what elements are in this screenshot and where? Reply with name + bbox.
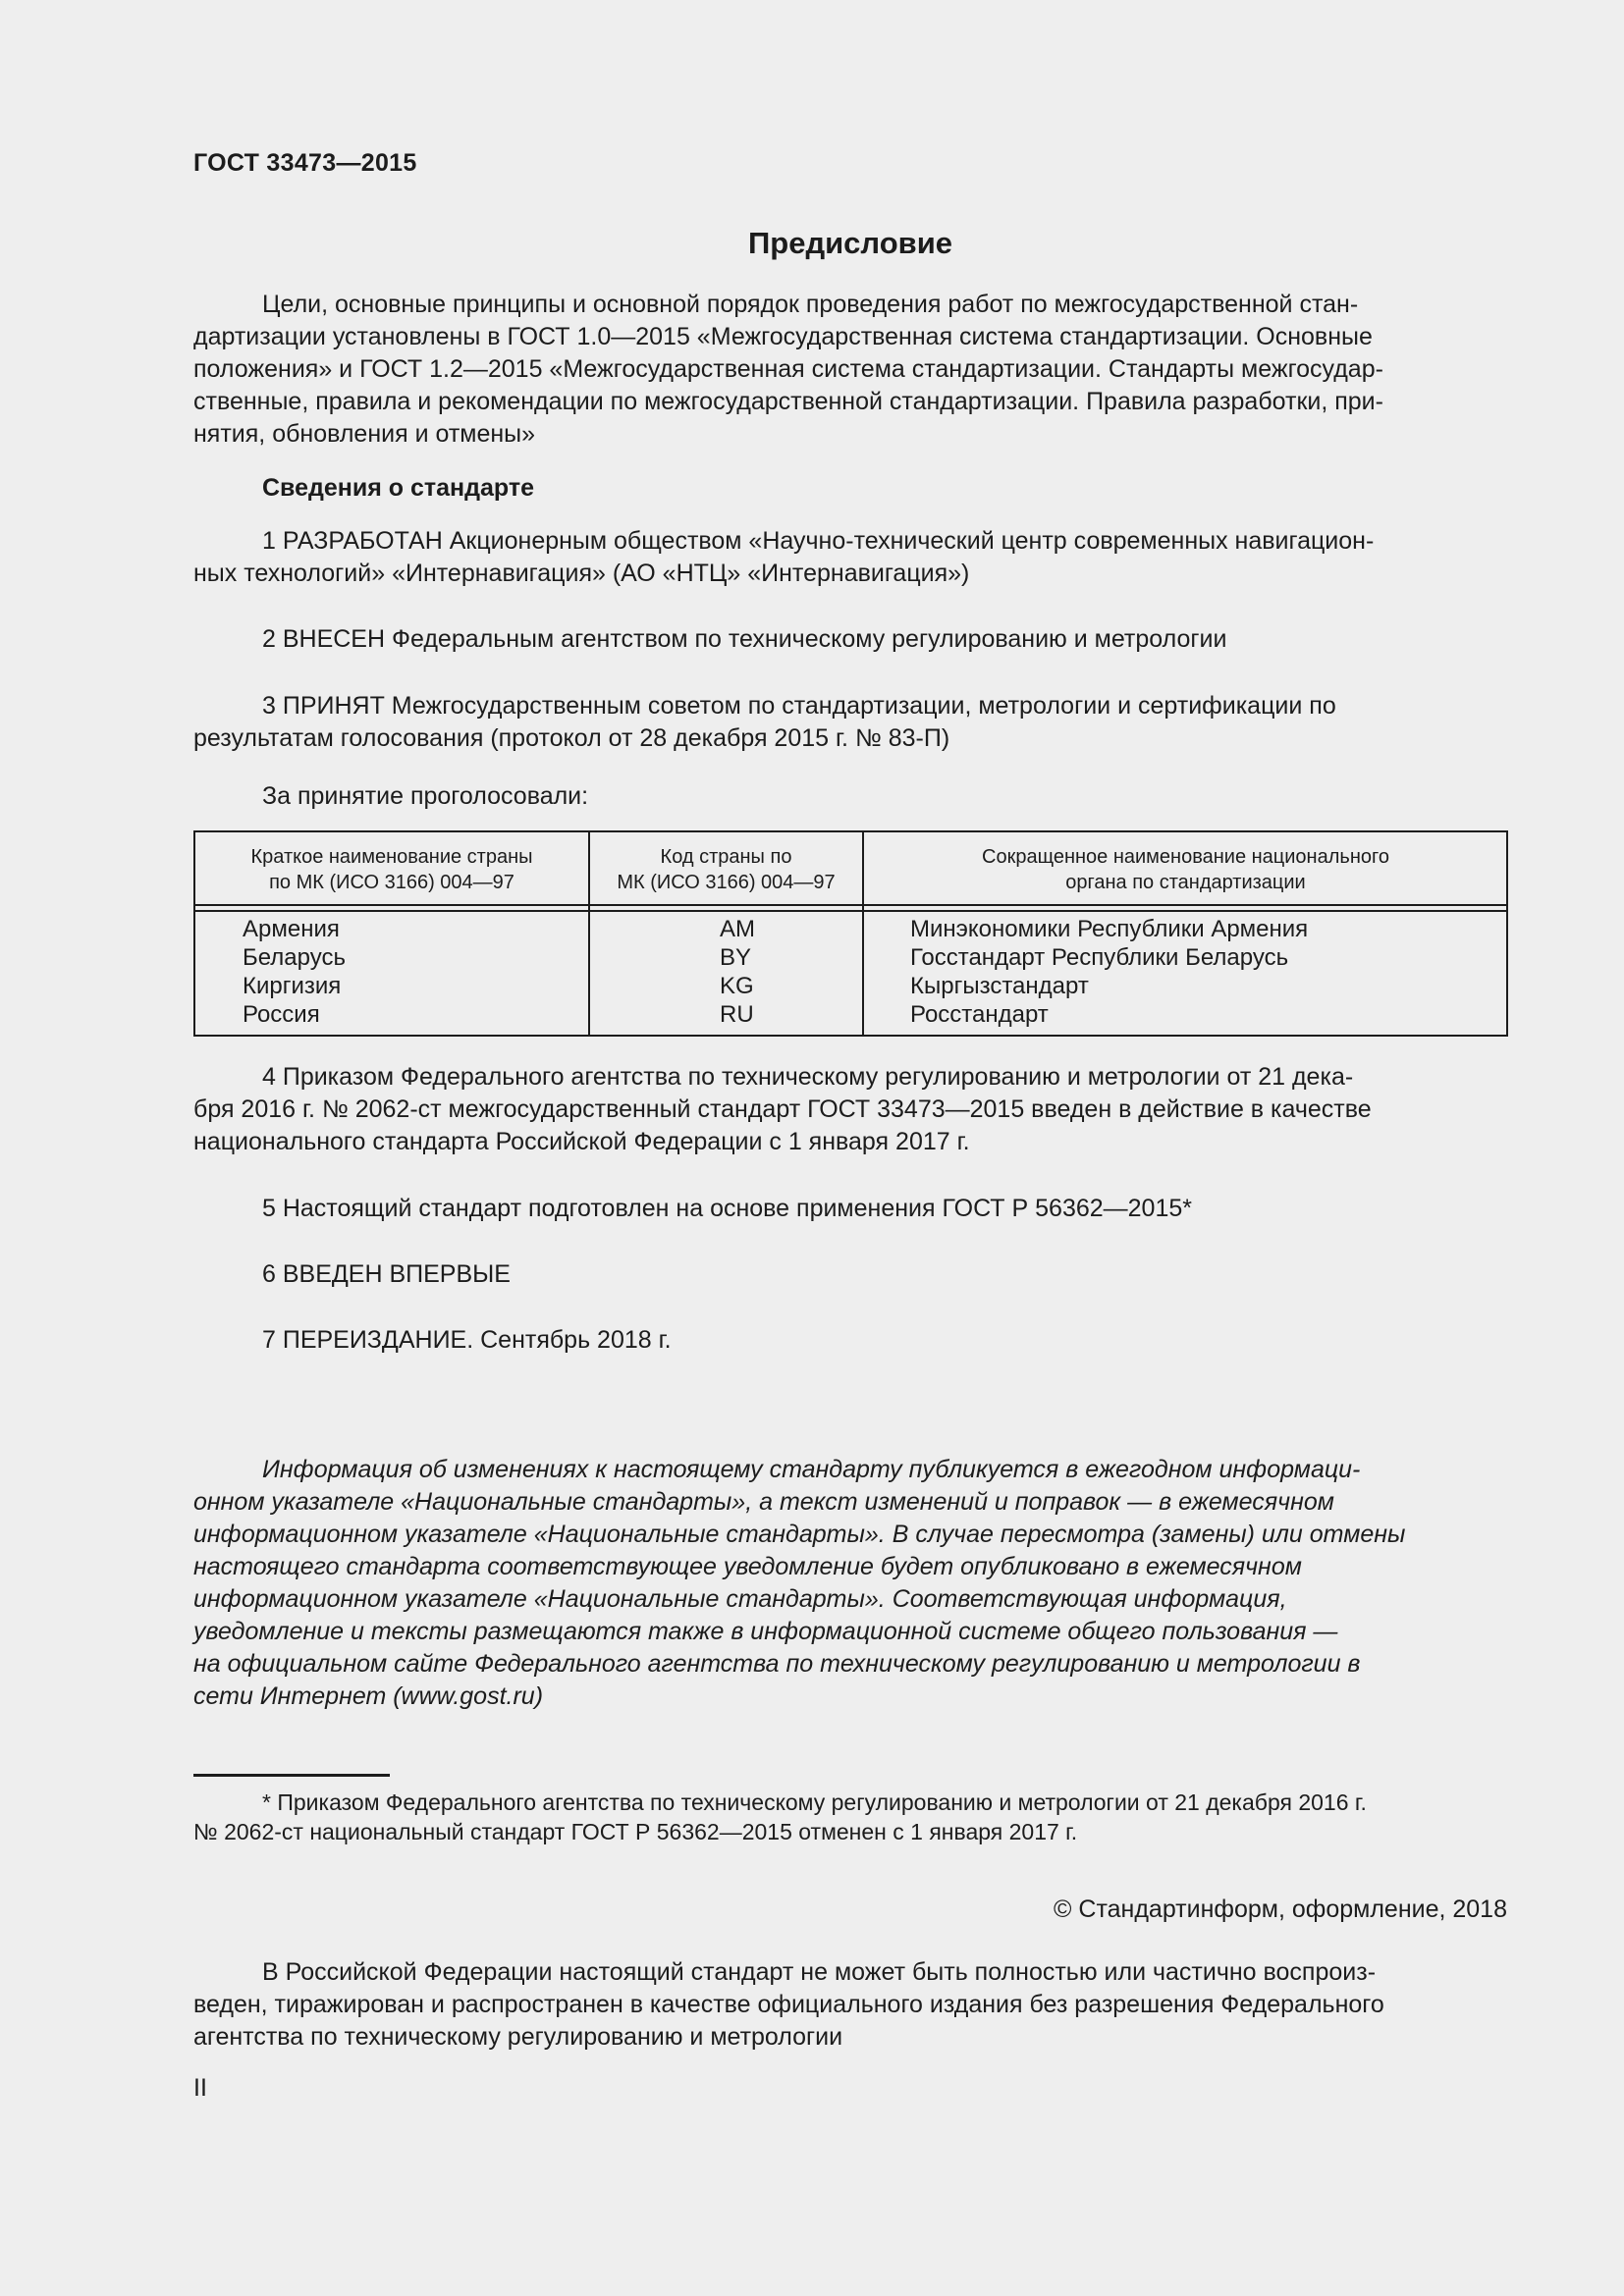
document-header: ГОСТ 33473—2015	[193, 149, 417, 177]
intro-line: дартизации установлены в ГОСТ 1.0—2015 «Межгосударственная система стандартизации. Основные	[193, 323, 1373, 350]
item-5: 5 Настоящий стандарт подготовлен на основе применения ГОСТ Р 56362—2015*	[262, 1195, 1192, 1222]
header-text: Сокращенное наименование национального	[982, 846, 1389, 868]
item-4-line: 4 Приказом Федерального агентства по техническому регулированию и метрологии от 21 дека-	[262, 1063, 1354, 1091]
notice-line: сети Интернет (www.gost.ru)	[193, 1682, 544, 1710]
notice-line: Информация об изменениях к настоящему стандарту публикуется в ежегодном информаци-	[262, 1456, 1361, 1483]
intro-line: нятия, обновления и отмены»	[193, 420, 536, 448]
footnote-separator	[193, 1774, 390, 1777]
voted-label: За принятие проголосовали:	[262, 782, 589, 810]
table-cell: Беларусь	[243, 944, 346, 971]
header-text: Краткое наименование страны	[250, 846, 533, 868]
table-divider	[195, 910, 1506, 912]
item-4-line: национального стандарта Российской Федерации с 1 января 2017 г.	[193, 1128, 970, 1155]
table-cell: Минэкономики Республики Армения	[910, 916, 1309, 942]
item-7: 7 ПЕРЕИЗДАНИЕ. Сентябрь 2018 г.	[262, 1326, 672, 1354]
item-6: 6 ВВЕДЕН ВПЕРВЫЕ	[262, 1260, 511, 1288]
notice-line: информационном указателе «Национальные стандарты». В случае пересмотра (замены) или отмены	[193, 1521, 1406, 1548]
header-text: МК (ИСО 3166) 004—97	[617, 872, 836, 893]
notice-line: на официальном сайте Федерального агентства по техническому регулированию и метрологии в	[193, 1650, 1361, 1678]
item-2: 2 ВНЕСЕН Федеральным агентством по техническому регулированию и метрологии	[262, 625, 1227, 653]
intro-line: Цели, основные принципы и основной порядок проведения работ по межгосударственной стан-	[262, 291, 1359, 318]
footnote-line: № 2062-ст национальный стандарт ГОСТ Р 56362—2015 отменен с 1 января 2017 г.	[193, 1819, 1078, 1844]
table-cell: Армения	[243, 916, 340, 942]
table-cell: Киргизия	[243, 973, 342, 999]
notice-line: информационном указателе «Национальные стандарты». Соответствующая информация,	[193, 1585, 1287, 1613]
voting-table	[193, 830, 1508, 1037]
header-text: органа по стандартизации	[1065, 872, 1306, 893]
country-column	[243, 915, 346, 1029]
header-text: по МК (ИСО 3166) 004—97	[269, 872, 514, 893]
body-column	[910, 915, 1308, 1029]
notice-line: настоящего стандарта соответствующее уведомление будет опубликовано в ежемесячном	[193, 1553, 1302, 1580]
page-title: Предисловие	[747, 226, 952, 260]
table-cell: BY	[720, 944, 752, 971]
code-column	[720, 915, 755, 1029]
item-4-line: бря 2016 г. № 2062-ст межгосударственный стандарт ГОСТ 33473—2015 введен в действие в качестве	[193, 1095, 1372, 1123]
notice-line: онном указателе «Национальные стандарты», а текст изменений и поправок — в ежемесячном	[193, 1488, 1334, 1516]
item-1-line: ных технологий» «Интернавигация» (АО «НТЦ» «Интернавигация»)	[193, 560, 970, 587]
table-cell: Кыргызстандарт	[910, 973, 1089, 999]
table-cell: KG	[720, 973, 754, 999]
footnote-line: * Приказом Федерального агентства по техническому регулированию и метрологии от 21 декабря 2016 г.	[262, 1789, 1367, 1815]
notice-line: уведомление и тексты размещаются также в информационной системе общего пользования —	[193, 1618, 1338, 1645]
header-text: Код страны по	[660, 846, 792, 868]
table-cell: Россия	[243, 1001, 320, 1028]
item-3-line: результатам голосования (протокол от 28 декабря 2015 г. № 83-П)	[193, 724, 950, 752]
rights-line: агентства по техническому регулированию и метрологии	[193, 2023, 843, 2051]
table-header-code	[590, 832, 862, 907]
table-cell: RU	[720, 1001, 754, 1028]
intro-line: ственные, правила и рекомендации по межгосударственной стандартизации. Правила разработки, при-	[193, 388, 1383, 415]
item-3-line: 3 ПРИНЯТ Межгосударственным советом по стандартизации, метрологии и сертификации по	[262, 692, 1336, 720]
item-1-line: 1 РАЗРАБОТАН Акционерным обществом «Научно-технический центр современных навигацион-	[262, 527, 1375, 555]
table-header-country	[195, 832, 588, 907]
copyright: © Стандартинформ, оформление, 2018	[1054, 1896, 1507, 1923]
table-header-body	[864, 832, 1507, 907]
rights-line: В Российской Федерации настоящий стандарт не может быть полностью или частично воспроиз-	[262, 1958, 1377, 1986]
table-cell: AM	[720, 916, 755, 942]
info-heading: Сведения о стандарте	[262, 474, 535, 502]
rights-line: веден, тиражирован и распространен в качестве официального издания без разрешения Федерального	[193, 1991, 1384, 2018]
table-cell: Госстандарт Республики Беларусь	[910, 944, 1289, 971]
table-cell: Росстандарт	[910, 1001, 1049, 1028]
page-number: II	[193, 2074, 207, 2102]
intro-line: положения» и ГОСТ 1.2—2015 «Межгосударственная система стандартизации. Стандарты межгосудар-	[193, 355, 1383, 383]
